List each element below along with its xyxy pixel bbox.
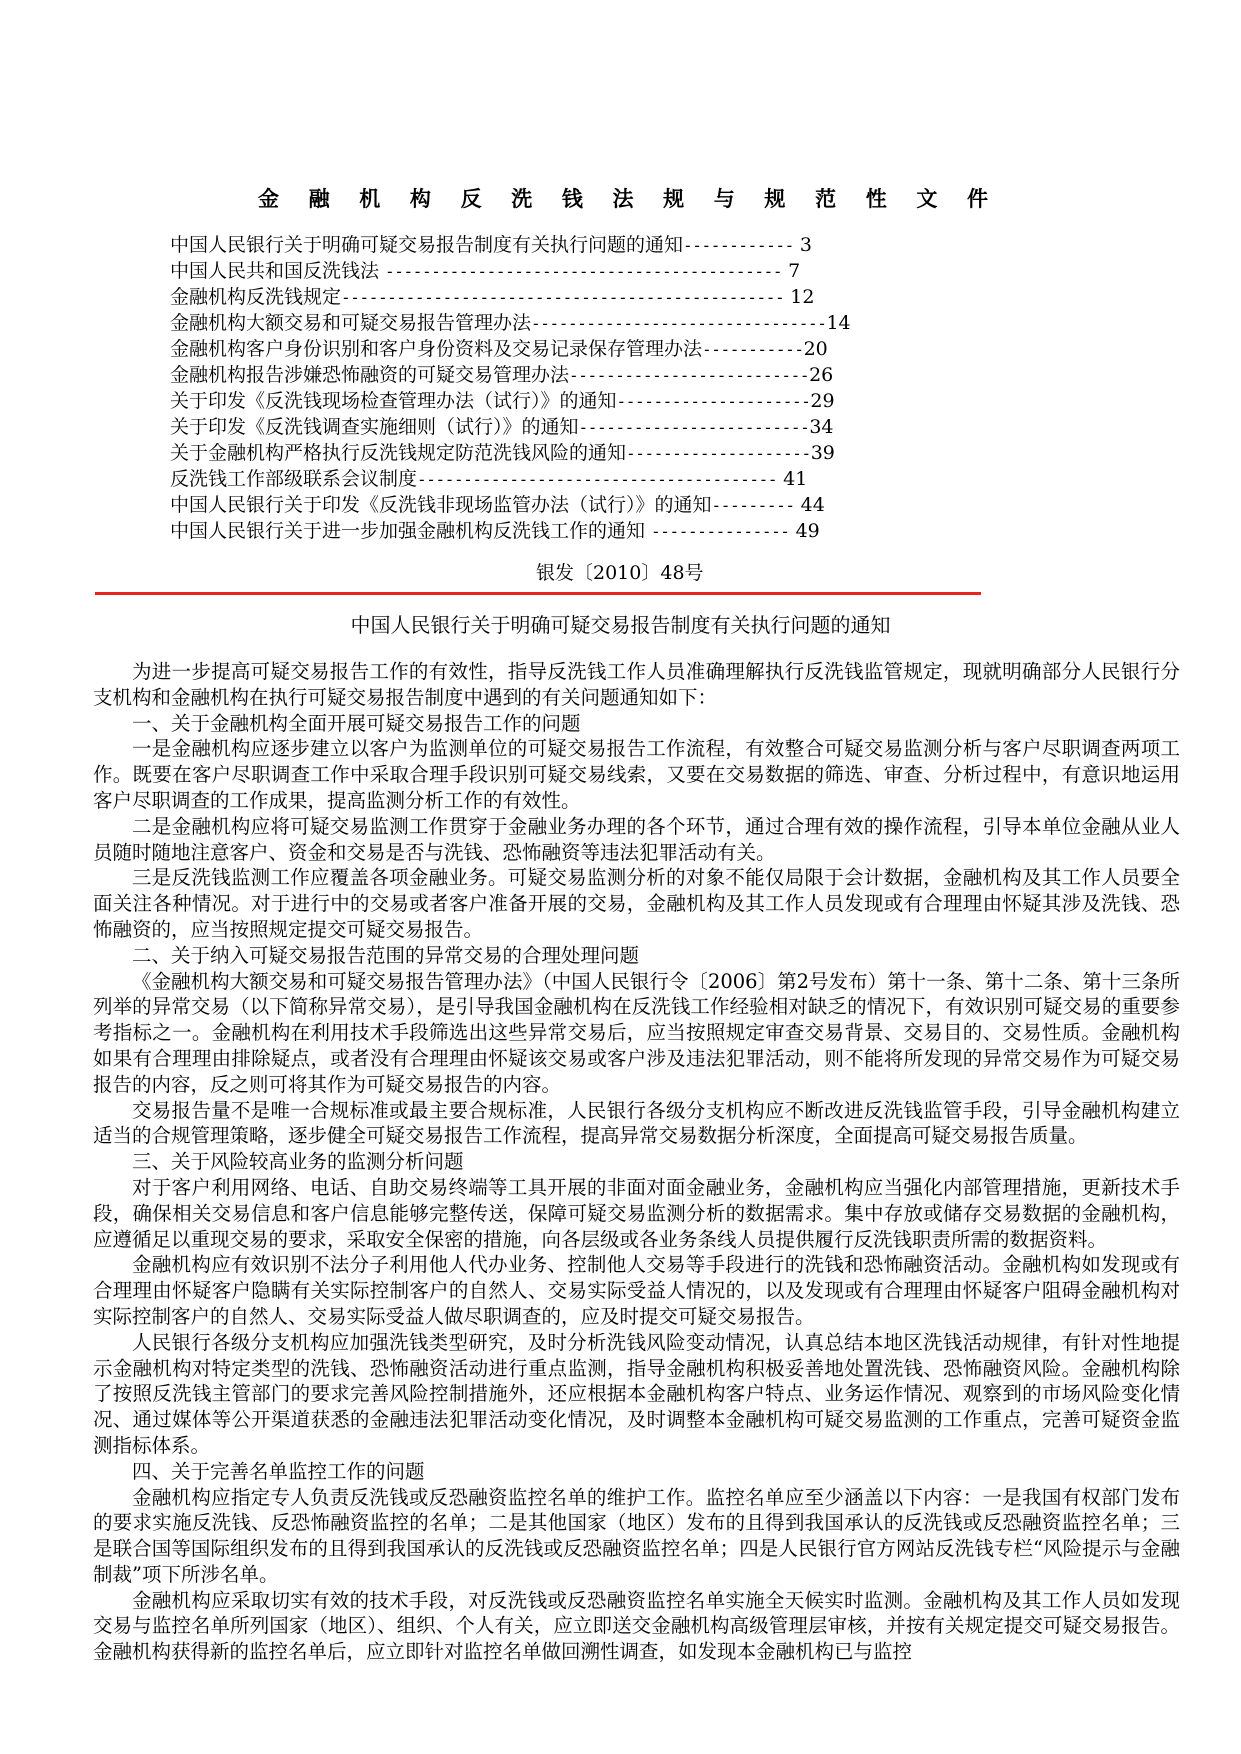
toc-item-page: 41 [777, 468, 808, 490]
toc-item-page: 20 [803, 338, 828, 360]
toc-item-title: 中国人民银行关于印发《反洗钱非现场监管办法（试行）》的通知 [170, 494, 712, 516]
toc-item [170, 466, 950, 492]
body-paragraph: 对于客户利用网络、电话、自助交易终端等工具开展的非面对面金融业务，金融机构应当强化内部管理措施，更新技术手段，确保相关交易信息和客户信息能够完整传送，保障可疑交易监测分析的数据需求。集中存放或储存交易数据的金融机构，应遵循足以重现交易的要求，采取安全保密的措施，向各层级或各业务条线人员提供履行反洗钱职责所需的数据资料。 [93, 1175, 1180, 1251]
toc-item [170, 492, 950, 518]
toc-item-title: 金融机构大额交易和可疑交易报告管理办法 [170, 312, 532, 334]
toc-item-title: 关于金融机构严格执行反洗钱规定防范洗钱风险的通知 [170, 442, 627, 464]
section-heading: 四、关于完善名单监控工作的问题 [132, 1459, 425, 1483]
body-paragraph: 二是金融机构应将可疑交易监测工作贯穿于金融业务办理的各个环节，通过合理有效的操作流程，引导本单位金融从业人员随时随地注意客户、资金和交易是否与洗钱、恐怖融资等违法犯罪活动有关。 [93, 814, 1180, 864]
toc-item-title: 金融机构客户身份识别和客户身份资料及交易记录保存管理办法 [170, 338, 703, 360]
toc-item-page: 26 [809, 364, 834, 386]
toc-item-page: 7 [782, 260, 801, 282]
toc-item-leader: ------------------------------------------- [385, 262, 783, 281]
toc-item-page: 49 [789, 520, 820, 542]
toc-item-title: 中国人民共和国反洗钱法 [170, 260, 386, 282]
toc-item [170, 414, 950, 440]
body-paragraph: 一是金融机构应逐步建立以客户为监测单位的可疑交易报告工作流程，有效整合可疑交易监测分析与客户尽职调查两项工作。既要在客户尽职调查工作中采取合理手段识别可疑交易线索，又要在交易数据的筛选、审查、分析过程中，有意识地运用客户尽职调查的工作成果，提高监测分析工作的有效性。 [93, 737, 1180, 812]
toc-item-leader: -------------------------- [569, 366, 810, 385]
body-paragraph: 交易报告量不是唯一合规标准或最主要合规标准，人民银行各级分支机构应不断改进反洗钱监管手段，引导金融机构建立适当的合规管理策略，逐步健全可疑交易报告工作流程，提高异常交易数据分析深度，全面提高可疑交易报告质量。 [93, 1098, 1180, 1148]
toc-item [170, 388, 950, 414]
body-paragraph: 金融机构应有效识别不法分子利用他人代办业务、控制他人交易等手段进行的洗钱和恐怖融资活动。金融机构如发现或有合理理由怀疑客户隐瞒有关实际控制客户的自然人、交易实际受益人情况的，以及发现或有合理理由怀疑客户阻碍金融机构对实际控制客户的自然人、交易实际受益人做尽职调查的，应及时提交可疑交易报告。 [93, 1253, 1180, 1328]
document-body [93, 659, 1180, 1665]
toc-item [170, 310, 950, 336]
toc-item-leader: -------------------- [626, 444, 811, 463]
toc-item-leader: ----------- [702, 340, 804, 359]
body-paragraph: 《金融机构大额交易和可疑交易报告管理办法》（中国人民银行令〔2006〕第2号发布）第十一条、第十二条、第十三条所列举的异常交易（以下简称异常交易），是引导我国金融机构在反洗钱工作经验相对缺乏的情况下，有效识别可疑交易的重要参考指标之一。金融机构在利用技术手段筛选出这些异常交易后，应当按照规定审查交易背景、交易目的、交易性质。金融机构如果有合理理由排除疑点，或者没有合理理由怀疑该交易或客户涉及违法犯罪活动，则不能将所发现的异常交易作为可疑交易报告的内容，反之则可将其作为可疑交易报告的内容。 [93, 969, 1180, 1096]
toc-item-page: 34 [809, 416, 834, 438]
toc-item-leader: --------------------- [616, 392, 811, 411]
section-heading: 二、关于纳入可疑交易报告范围的异常交易的合理处理问题 [132, 943, 640, 967]
document-title: 中国人民银行关于明确可疑交易报告制度有关执行问题的通知 [350, 613, 891, 637]
toc-item-title: 反洗钱工作部级联系会议制度 [170, 468, 418, 490]
toc-item-title: 金融机构报告涉嫌恐怖融资的可疑交易管理办法 [170, 364, 570, 386]
body-paragraph: 三是反洗钱监测工作应覆盖各项金融业务。可疑交易监测分析的对象不能仅局限于会计数据，金融机构及其工作人员要全面关注各种情况。对于进行中的交易或者客户准备开展的交易，金融机构及其工作人员发现或有合理理由怀疑其涉及洗钱、恐怖融资的，应当按照规定提交可疑交易报告。 [93, 866, 1180, 941]
toc-item-leader: ------------------------------------------------ [341, 288, 785, 307]
body-paragraph: 金融机构应采取切实有效的技术手段，对反洗钱或反恐融资监控名单实施全天候实时监测。金融机构及其工作人员如发现交易与监控名单所列国家（地区）、组织、个人有关，应立即送交金融机构高级管理层审核，并按有关规定提交可疑交易报告。金融机构获得新的监控名单后，应立即针对监控名单做回溯性调查，如发现本金融机构已与监控 [93, 1588, 1180, 1664]
toc-item [170, 258, 950, 284]
section-heading: 一、关于金融机构全面开展可疑交易报告工作的问题 [132, 711, 581, 735]
table-of-contents [170, 232, 950, 544]
body-paragraph: 人民银行各级分支机构应加强洗钱类型研究，及时分析洗钱风险变动情况，认真总结本地区洗钱活动规律，有针对性地提示金融机构对特定类型的洗钱、恐怖融资活动进行重点监测，指导金融机构积极妥善地处置洗钱、恐怖融资风险。金融机构除了按照反洗钱主管部门的要求完善风险控制措施外，还应根据本金融机构客户特点、业务运作情况、观察到的市场风险变化情况、通过媒体等公开渠道获悉的金融违法犯罪活动变化情况，及时调整本金融机构可疑交易监测的工作重点，完善可疑资金监测指标体系。 [93, 1330, 1180, 1457]
toc-item-title: 关于印发《反洗钱现场检查管理办法（试行）》的通知 [170, 390, 617, 412]
toc-item-page: 3 [793, 234, 812, 256]
red-divider [95, 592, 981, 595]
toc-item-title: 关于印发《反洗钱调查实施细则（试行）》的通知 [170, 416, 579, 438]
section-heading: 三、关于风险较高业务的监测分析问题 [132, 1150, 464, 1174]
body-paragraph: 为进一步提高可疑交易报告工作的有效性，指导反洗钱工作人员准确理解执行反洗钱监管规定，现就明确部分人民银行分支机构和金融机构在执行可疑交易报告制度中遇到的有关问题通知如下： [93, 660, 1180, 709]
toc-item [170, 440, 950, 466]
toc-item [170, 518, 950, 544]
toc-item-page: 39 [810, 442, 835, 464]
toc-item-title: 金融机构反洗钱规定 [170, 286, 342, 308]
toc-item-leader: --------------- [651, 522, 790, 541]
toc-item-page: 12 [784, 286, 815, 308]
toc-item-page: 44 [794, 494, 825, 516]
toc-item [170, 336, 950, 362]
toc-item-leader: --------- [711, 496, 795, 515]
body-paragraph: 金融机构应指定专人负责反洗钱或反恐融资监控名单的维护工作。监控名单应至少涵盖以下内容：一是我国有权部门发布的要求实施反洗钱、反恐怖融资监控的名单；二是其他国家（地区）发布的且得到我国承认的反洗钱或反恐融资监控名单；三是联合国等国际组织发布的且得到我国承认的反洗钱或反恐融资监控名单；四是人民银行官方网站反洗钱专栏“风险提示与金融制裁”项下所涉名单。 [93, 1485, 1180, 1586]
toc-item-leader: -------------------------------- [531, 314, 827, 333]
toc-item-title: 中国人民银行关于明确可疑交易报告制度有关执行问题的通知 [170, 234, 684, 256]
toc-item [170, 284, 950, 310]
toc-item-leader: ------------------------- [578, 418, 810, 437]
document-number: 银发〔2010〕48号 [536, 562, 704, 584]
page-title: 金 融 机 构 反 洗 钱 法 规 与 规 范 性 文 件 [258, 186, 988, 211]
toc-item-leader: ------------ [683, 236, 794, 255]
toc-item-page: 29 [810, 390, 835, 412]
toc-item [170, 232, 950, 258]
toc-item-leader: --------------------------------------- [417, 470, 778, 489]
toc-item-page: 14 [826, 312, 851, 334]
toc-item [170, 362, 950, 388]
toc-item-title: 中国人民银行关于进一步加强金融机构反洗钱工作的通知 [170, 520, 652, 542]
